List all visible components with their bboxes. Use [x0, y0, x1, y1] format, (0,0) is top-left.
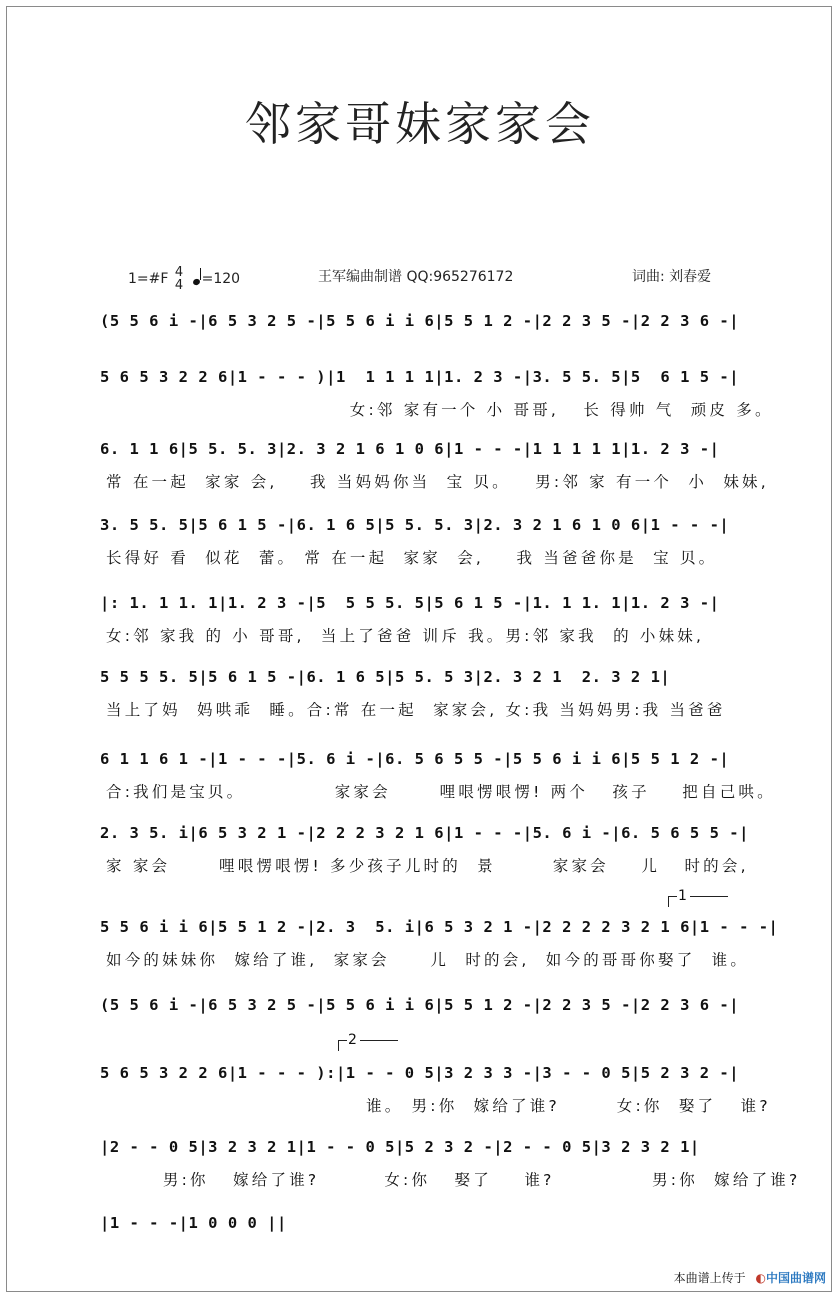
lyric-line: 常 在一起 家家 会, 我 当妈妈你当 宝 贝。 男:邻 家 有一个 小 妹妹, [106, 473, 769, 491]
notation-line: |: 1. 1 1. 1|1. 2 3 -|5 5 5 5. 5|5 6 1 5 -|1. 1 1. 1|1. 2 3 -| [100, 594, 720, 612]
notation-line: 2. 3 5. i|6 5 3 2 1 -|2 2 2 3 2 1 6|1 - - -|5. 6 i -|6. 5 6 5 5 -| [100, 824, 749, 842]
key-label: 1=#F [128, 271, 169, 287]
volta-line [690, 896, 728, 897]
lyric-line: 合:我们是宝贝。 家家会 哩哏愣哏愣! 两个 孩子 把自己哄。 [106, 783, 776, 801]
score-system [100, 918, 779, 978]
score-system [100, 440, 769, 500]
tempo-mark: =120 [201, 271, 241, 287]
score-system [100, 668, 760, 728]
score-system [100, 750, 776, 810]
score-system [100, 1064, 771, 1124]
volta-2 [338, 1032, 408, 1052]
volta-number: 1 [678, 888, 687, 904]
lyric-line: 女:邻 家有一个 小 哥哥, 长 得帅 气 顽皮 多。 [106, 401, 774, 419]
score-system [100, 368, 774, 428]
score-system [100, 312, 760, 372]
lyric-line: 如今的妹妹你 嫁给了谁, 家家会 儿 时的会, 如今的哥哥你娶了 谁。 [106, 951, 750, 969]
time-top: 4 [174, 265, 184, 280]
notation-line: 6. 1 1 6|5 5. 5. 3|2. 3 2 1 6 1 0 6|1 - - -|1 1 1 1 1|1. 2 3 -| [100, 440, 720, 458]
song-title: 邻家哥妹家家会 [245, 97, 595, 151]
volta-bracket [668, 896, 677, 907]
score-system [100, 1138, 801, 1198]
notation-line: |1 - - -|1 0 0 0 || [100, 1214, 287, 1232]
notation-line: 6 1 1 6 1 -|1 - - -|5. 6 i -|6. 5 6 5 5 -|5 5 6 i i 6|5 5 1 2 -| [100, 750, 730, 768]
lyric-line: 当上了妈 妈哄乖 睡。合:常 在一起 家家会, 女:我 当妈妈男:我 当爸爸 [106, 701, 726, 719]
score-system [100, 824, 760, 884]
notation-line: 5 5 6 i i 6|5 5 1 2 -|2. 3 5. i|6 5 3 2 1 -|2 2 2 2 3 2 1 6|1 - - -| [100, 918, 779, 936]
lyric-line: 家 家会 哩哏愣哏愣! 多少孩子儿时的 景 家家会 儿 时的会, [106, 857, 749, 875]
key-signature [128, 266, 240, 292]
arranger-credit: 王军编曲制谱 QQ:965276172 [318, 269, 514, 285]
volta-number: 2 [348, 1032, 357, 1048]
site-logo-icon: ◐ [755, 1271, 766, 1285]
volta-bracket [338, 1040, 347, 1051]
volta-line [360, 1040, 398, 1041]
notation-line: 5 5 5 5. 5|5 6 1 5 -|6. 1 6 5|5 5. 5 3|2. 3 2 1 2. 3 2 1| [100, 668, 671, 686]
score-system [100, 996, 760, 1056]
lyricist-composer-credit: 词曲: 刘春爱 [632, 269, 712, 285]
site-name[interactable]: 中国曲谱网 [765, 1271, 826, 1285]
notation-line: 5 6 5 3 2 2 6|1 - - - ):|1 - - 0 5|3 2 3 3 -|3 - - 0 5|5 2 3 2 -| [100, 1064, 740, 1082]
notation-line: 5 6 5 3 2 2 6|1 - - - )|1 1 1 1 1|1. 2 3 -|3. 5 5. 5|5 6 1 5 -| [100, 368, 740, 386]
lyric-line: 男:你 嫁给了谁? 女:你 娶了 谁? 男:你 嫁给了谁? [106, 1171, 801, 1189]
score-system [100, 1214, 760, 1274]
volta-1 [668, 888, 738, 908]
lyric-line: 长得好 看 似花 蕾。 常 在一起 家家 会, 我 当爸爸你是 宝 贝。 [106, 549, 718, 567]
score-system [100, 594, 760, 654]
note-stem-icon [200, 268, 201, 280]
time-bottom: 4 [174, 278, 184, 293]
upload-text: 本曲谱上传于 [673, 1271, 746, 1285]
notation-line: 3. 5 5. 5|5 6 1 5 -|6. 1 6 5|5 5. 5. 3|2. 3 2 1 6 1 0 6|1 - - -| [100, 516, 730, 534]
notation-line: (5 5 6 i -|6 5 3 2 5 -|5 5 6 i i 6|5 5 1 2 -|2 2 3 5 -|2 2 3 6 -| [100, 312, 740, 330]
footer-credit [674, 1269, 826, 1286]
notation-line: |2 - - 0 5|3 2 3 2 1|1 - - 0 5|5 2 3 2 -|2 - - 0 5|3 2 3 2 1| [100, 1138, 700, 1156]
score-system [100, 516, 760, 576]
lyric-line: 女:邻 家我 的 小 哥哥, 当上了爸爸 训斥 我。男:邻 家我 的 小妹妹, [106, 627, 705, 645]
lyric-line: 谁。 男:你 嫁给了谁? 女:你 娶了 谁? [106, 1097, 771, 1115]
notation-line: (5 5 6 i -|6 5 3 2 5 -|5 5 6 i i 6|5 5 1 2 -|2 2 3 5 -|2 2 3 6 -| [100, 996, 740, 1014]
time-signature [175, 266, 183, 292]
